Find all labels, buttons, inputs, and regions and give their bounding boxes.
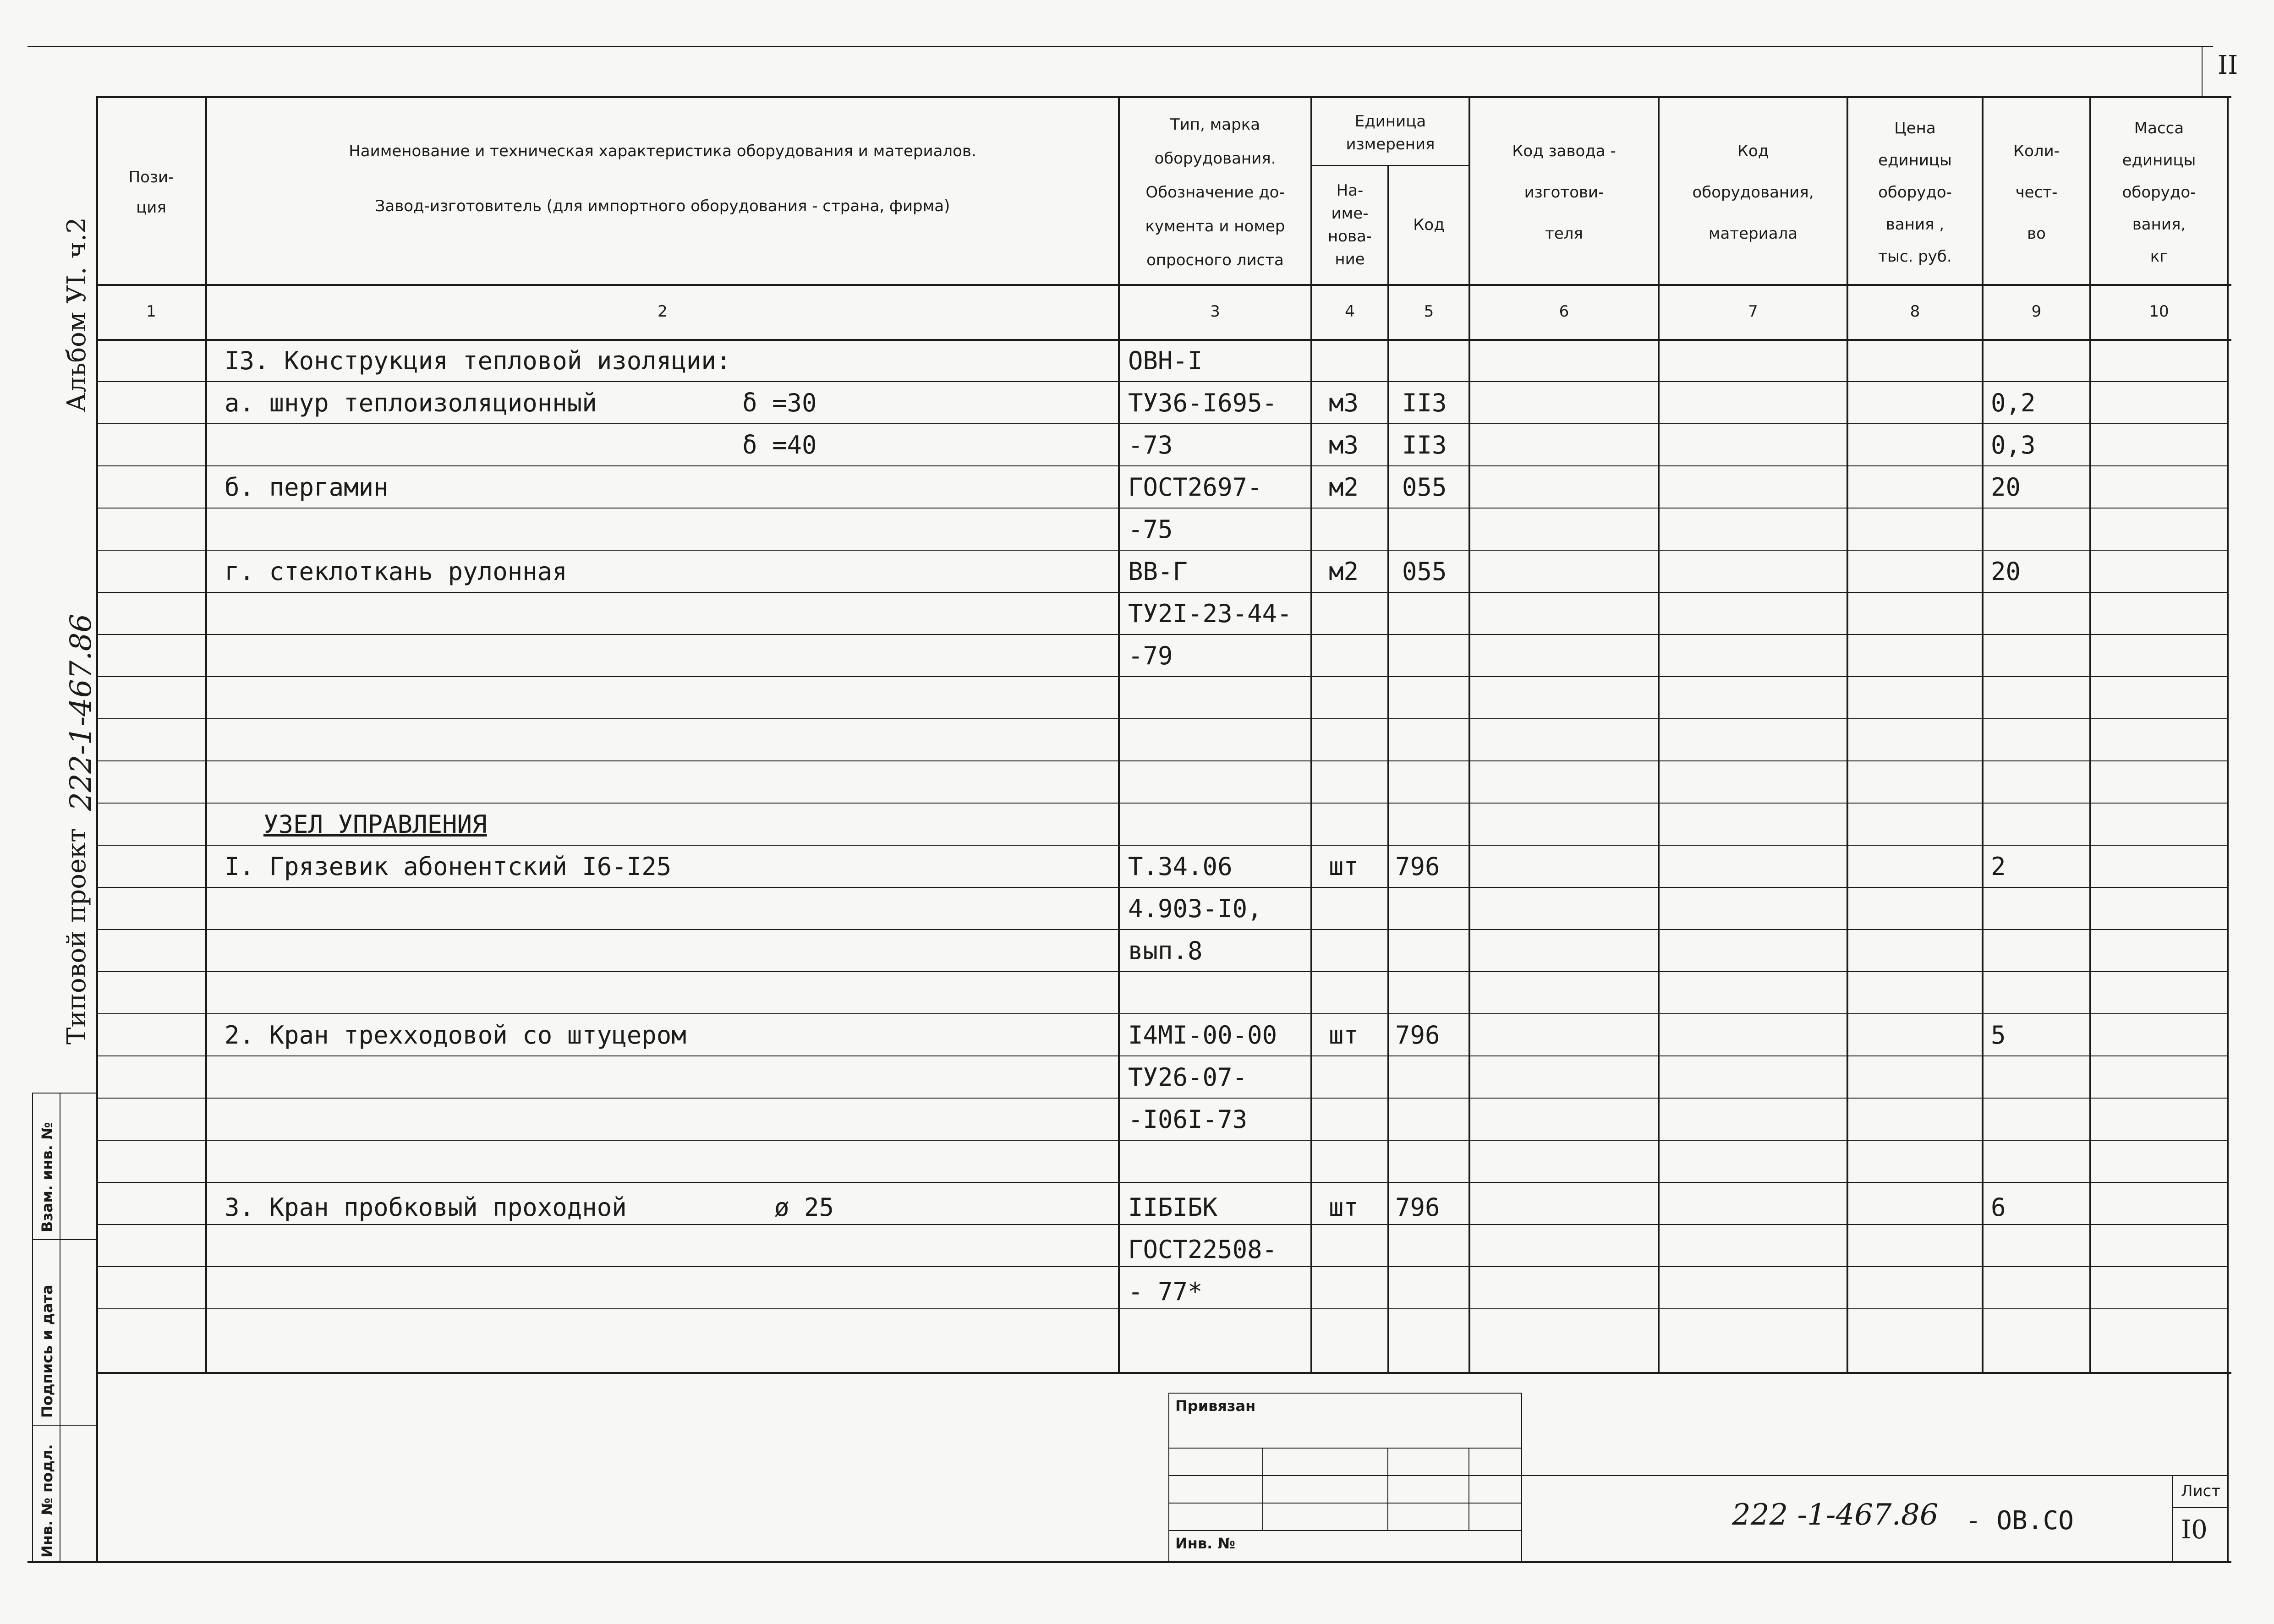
col-line-1	[205, 96, 207, 1373]
row-unit: шт	[1329, 852, 1359, 881]
tb-bind-right	[1521, 1393, 1522, 1562]
header-type: Тип, марка оборудования. Обозначение до- кумента и номер опросного листа	[1145, 115, 1285, 269]
colnum-8: 8	[1910, 302, 1920, 321]
tb-doc-suffix: - ОВ.СО	[1966, 1506, 2074, 1536]
colnum-3: 3	[1210, 302, 1220, 321]
row-name: б. пергамин	[225, 473, 389, 502]
row-line	[96, 381, 2227, 382]
tb-bind-col	[1262, 1448, 1263, 1530]
header-unit-name: На- име- нова- ние	[1327, 181, 1372, 268]
header-mass: Масса единицы оборудо- вания, кг	[2122, 119, 2196, 266]
colnum-9: 9	[2031, 302, 2042, 321]
row-type: вып.8	[1128, 936, 1203, 965]
page-number: II	[2218, 50, 2238, 80]
row-line	[96, 592, 2227, 593]
tb-sheet-number: I0	[2181, 1515, 2208, 1545]
row-line	[96, 1013, 2227, 1014]
row-name: г. стеклоткань рулонная	[225, 557, 567, 586]
row-type: - 77*	[1128, 1277, 1203, 1306]
row-line	[96, 1055, 2227, 1056]
sidebar-project-type: Типовой проект	[62, 828, 92, 1044]
colnum-5: 5	[1424, 302, 1434, 321]
row-name: 3. Кран пробковый проходной	[225, 1193, 627, 1222]
frame-bottom	[27, 1561, 2231, 1563]
row-line	[96, 1308, 2227, 1309]
tb-inv-no: Инв. №	[1175, 1535, 1235, 1552]
row-line	[96, 1140, 2227, 1141]
stamp-rule	[32, 1239, 96, 1240]
header-bottom	[96, 284, 2231, 286]
row-qty: 2	[1991, 852, 2006, 881]
row-line	[96, 760, 2227, 761]
row-qty: 0,2	[1991, 388, 2036, 417]
tb-doc-top	[1521, 1475, 2227, 1476]
colnum-1: 1	[146, 302, 156, 321]
table-bottom	[96, 1372, 2231, 1374]
col-line-8	[1982, 96, 1984, 1373]
row-unit: м2	[1329, 557, 1359, 586]
row-type: ТУ2I-23-44-	[1128, 599, 1292, 628]
row-line	[96, 1098, 2227, 1099]
row-code: 055	[1402, 473, 1447, 502]
header-name-line2: Завод-изготовитель (для импортного оборудования - страна, фирма)	[375, 197, 950, 215]
colnum-7: 7	[1748, 302, 1758, 321]
col-line-9	[2089, 96, 2091, 1373]
row-line	[96, 718, 2227, 719]
row-line	[96, 845, 2227, 846]
row-qty: 20	[1991, 473, 2021, 502]
stamp-rule	[32, 1093, 96, 1094]
colnum-bottom	[96, 339, 2231, 341]
tb-bind-top	[1168, 1393, 1521, 1394]
row-type: -79	[1128, 641, 1173, 670]
col-line-3	[1310, 96, 1312, 1373]
tb-sheet-rule	[2172, 1507, 2227, 1508]
header-unit-group: Единица измерения	[1346, 112, 1435, 153]
row-unit: м3	[1329, 431, 1359, 459]
row-type: IIБIБК	[1128, 1193, 1218, 1222]
header-unit-code: Код	[1413, 216, 1445, 234]
col-line-7	[1847, 96, 1848, 1373]
row-code: 796	[1395, 1193, 1440, 1222]
row-line	[96, 803, 2227, 804]
row-name: I3. Конструкция тепловой изоляции:	[225, 346, 731, 375]
stamp-inv-podl: Инв. № подл.	[38, 1444, 56, 1558]
row-type: I4МI-00-00	[1128, 1021, 1277, 1050]
tb-sheet-label: Лист	[2181, 1482, 2221, 1500]
col-line-4	[1387, 165, 1389, 1373]
row-type: ГОСТ2697-	[1128, 473, 1262, 502]
row-unit: шт	[1329, 1193, 1359, 1222]
tb-bind-rule	[1168, 1530, 1521, 1531]
row-unit: м2	[1329, 473, 1359, 502]
tb-privyazan: Привязан	[1175, 1397, 1256, 1415]
row-line	[96, 1266, 2227, 1267]
row-line	[96, 971, 2227, 972]
row-name: 2. Кран трехходовой со штуцером	[225, 1021, 686, 1050]
stamp-left-edge	[32, 1093, 33, 1562]
row-name: I. Грязевик абонентский I6-I25	[225, 852, 672, 881]
row-type: 4.903-I0,	[1128, 894, 1262, 923]
tb-bind-left	[1168, 1393, 1169, 1562]
row-line	[96, 1224, 2227, 1225]
header-quantity: Коли- чест- во	[2013, 142, 2060, 243]
row-type: -75	[1128, 515, 1173, 544]
row-name: а. шнур теплоизоляционный	[225, 388, 597, 417]
row-type: ОВН-I	[1128, 346, 1203, 375]
row-code: 055	[1402, 557, 1447, 586]
row-line	[96, 676, 2227, 677]
row-qty: 0,3	[1991, 431, 2036, 459]
row-code: 796	[1395, 1021, 1440, 1050]
tb-sheet-left	[2172, 1475, 2173, 1562]
sidebar-album: Альбом УI. ч.2	[62, 217, 92, 412]
stamp-rule	[32, 1425, 96, 1426]
tb-doc-number: 222 -1-467.86	[1732, 1498, 1939, 1532]
row-code: 796	[1395, 852, 1440, 881]
row-line	[96, 1182, 2227, 1183]
header-equipment-code: Код оборудования, материала	[1692, 142, 1814, 243]
row-unit: м3	[1329, 388, 1359, 417]
top-rule	[27, 46, 2213, 47]
stamp-vzam-inv: Взам. инв. №	[38, 1122, 56, 1232]
row-code: II3	[1402, 431, 1447, 459]
colnum-2: 2	[658, 302, 668, 321]
header-name-line1: Наименование и техническая характеристика оборудования и материалов.	[349, 142, 976, 160]
row-line	[96, 423, 2227, 424]
row-unit: шт	[1329, 1021, 1359, 1050]
page-number-divider	[2202, 46, 2203, 96]
row-qty: 20	[1991, 557, 2021, 586]
row-qty: 6	[1991, 1193, 2006, 1222]
row-code: II3	[1402, 388, 1447, 417]
col-line-10	[2227, 96, 2229, 1562]
row-line	[96, 465, 2227, 466]
row-line	[96, 929, 2227, 930]
row-type: -73	[1128, 431, 1173, 459]
frame-top	[96, 96, 2231, 98]
sidebar-project-number: 222-1-467.86	[64, 613, 98, 811]
tb-bind-col	[1387, 1448, 1388, 1530]
col-line-6	[1658, 96, 1660, 1373]
row-type: ТУ26-07-	[1128, 1063, 1248, 1092]
row-type: ГОСТ22508-	[1128, 1235, 1277, 1264]
colnum-4: 4	[1345, 302, 1355, 321]
colnum-10: 10	[2149, 302, 2169, 321]
stamp-podpis-data: Подпись и дата	[38, 1285, 56, 1418]
row-type: Т.34.06	[1128, 852, 1233, 881]
col-line-5	[1469, 96, 1470, 1373]
row-diameter: ø 25	[774, 1193, 834, 1222]
header-price: Цена единицы оборудо- вания , тыс. руб.	[1878, 119, 1952, 266]
row-delta: δ =40	[742, 431, 817, 459]
row-delta: δ =30	[742, 388, 817, 417]
row-line	[96, 508, 2227, 509]
row-line	[96, 550, 2227, 551]
row-line	[96, 634, 2227, 635]
row-line	[96, 887, 2227, 888]
row-qty: 5	[1991, 1021, 2006, 1050]
section-title: УЗЕЛ УПРАВЛЕНИЯ	[263, 810, 487, 839]
row-type: -I06I-73	[1128, 1105, 1248, 1134]
row-type: ТУ36-I695-	[1128, 388, 1277, 417]
header-factory-code: Код завода - изготови- теля	[1512, 142, 1616, 243]
row-type: ВВ-Г	[1128, 557, 1188, 586]
colnum-6: 6	[1559, 302, 1569, 321]
header-position: Пози- ция	[128, 168, 174, 217]
col-line-2	[1118, 96, 1120, 1373]
